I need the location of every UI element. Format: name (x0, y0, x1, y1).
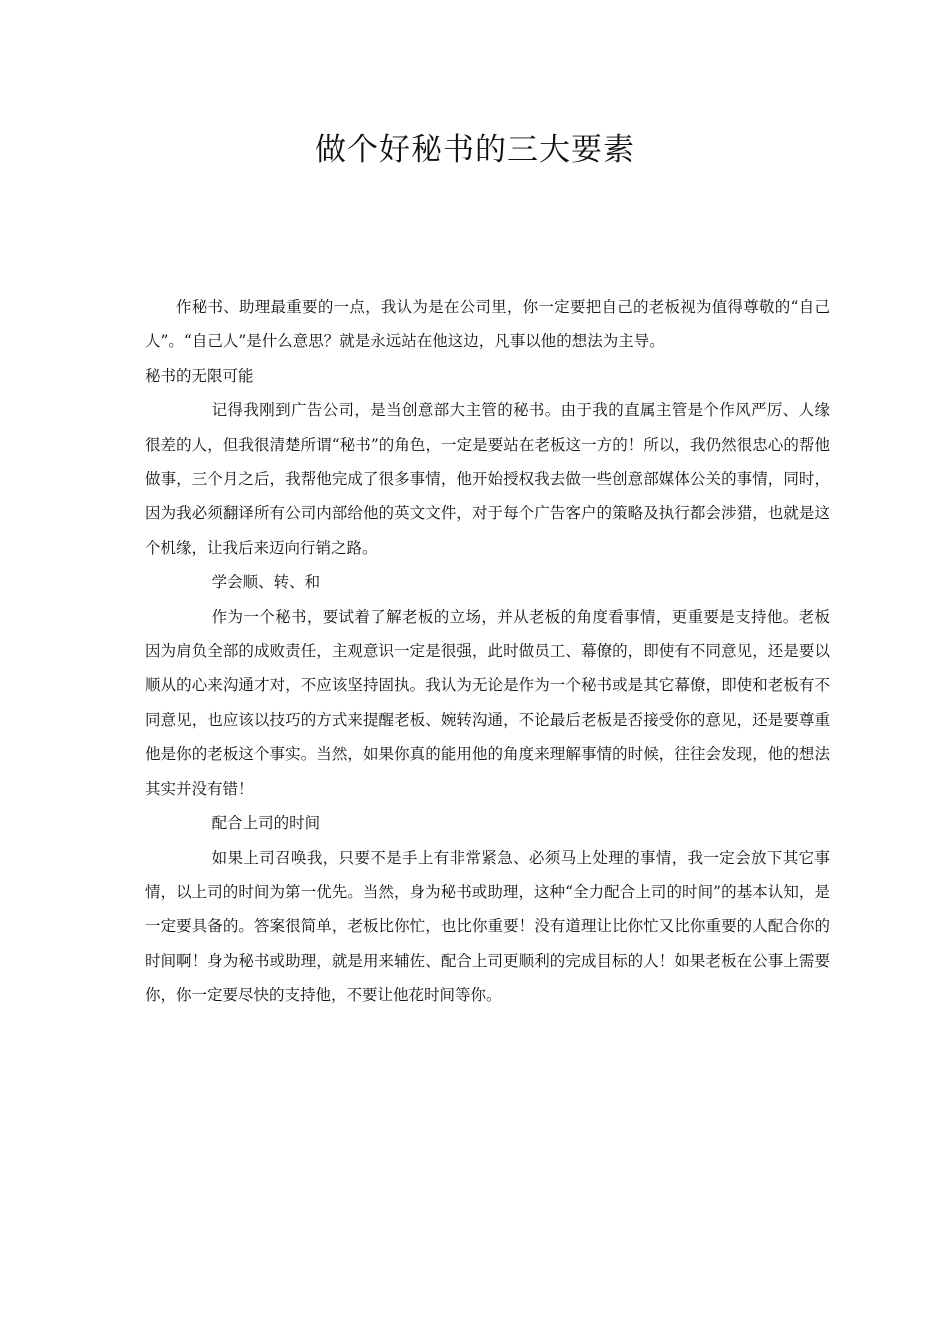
paragraph-boss-time-priority: 如果上司召唤我，只要不是手上有非常紧急、必须马上处理的事情，我一定会放下其它事情，以上司的时间为第一优先。当然，身为秘书或助理，这种“全力配合上司的时间”的基本认知，是一定要具备的。答案很简单，老板比你忙，也比你重要！没有道理让比你忙又比你重要的人配合你的时间啊！身为秘书或助理，就是用来辅佐、配合上司更顺利的完成目标的人！如果老板在公事上需要你，你一定要尽快的支持他，不要让他花时间等你。 (145, 848, 830, 1005)
section-heading-learn-to-comply: 学会顺、转、和 (211, 573, 321, 592)
section-heading-unlimited-possibilities: 秘书的无限可能 (145, 366, 254, 385)
section-heading-match-boss-time: 配合上司的时间 (211, 814, 321, 833)
paragraph-ad-agency-story: 记得我刚到广告公司，是当创意部大主管的秘书。由于我的直属主管是个作风严厉、人缘很差的人，但我很清楚所谓“秘书”的角色，一定是要站在老板这一方的！所以，我仍然很忠心的帮他做事，三个月之后，我帮他完成了很多事情，他开始授权我去做一些创意部媒体公关的事情，同时，因为我必须翻译所有公司内部给他的英文文件，对于每个广告客户的策略及执行都会涉猎，也就是这个机缘，让我后来迈向行销之路。 (145, 401, 830, 557)
document-title: 做个好秘书的三大要素 (315, 132, 635, 168)
paragraph-understand-boss: 作为一个秘书，要试着了解老板的立场，并从老板的角度看事情，更重要是支持他。老板因为肩负全部的成败责任，主观意识一定是很强，此时做员工、幕僚的，即使有不同意见，还是要以顺从的心来沟通才对，不应该坚持固执。我认为无论是作为一个秘书或是其它幕僚，即使和老板有不同意见，也应该以技巧的方式来提醒老板、婉转沟通，不论最后老板是否接受你的意见，还是要尊重他是你的老板这个事实。当然，如果你真的能用他的角度来理解事情的时候，往往会发现，他的想法其实并没有错！ (145, 607, 830, 798)
intro-paragraph: 作秘书、助理最重要的一点，我认为是在公司里，你一定要把自己的老板视为值得尊敬的“自己人”。“自己人”是什么意思？就是永远站在他这边，凡事以他的想法为主导。 (145, 298, 830, 351)
document-body (145, 290, 830, 1013)
